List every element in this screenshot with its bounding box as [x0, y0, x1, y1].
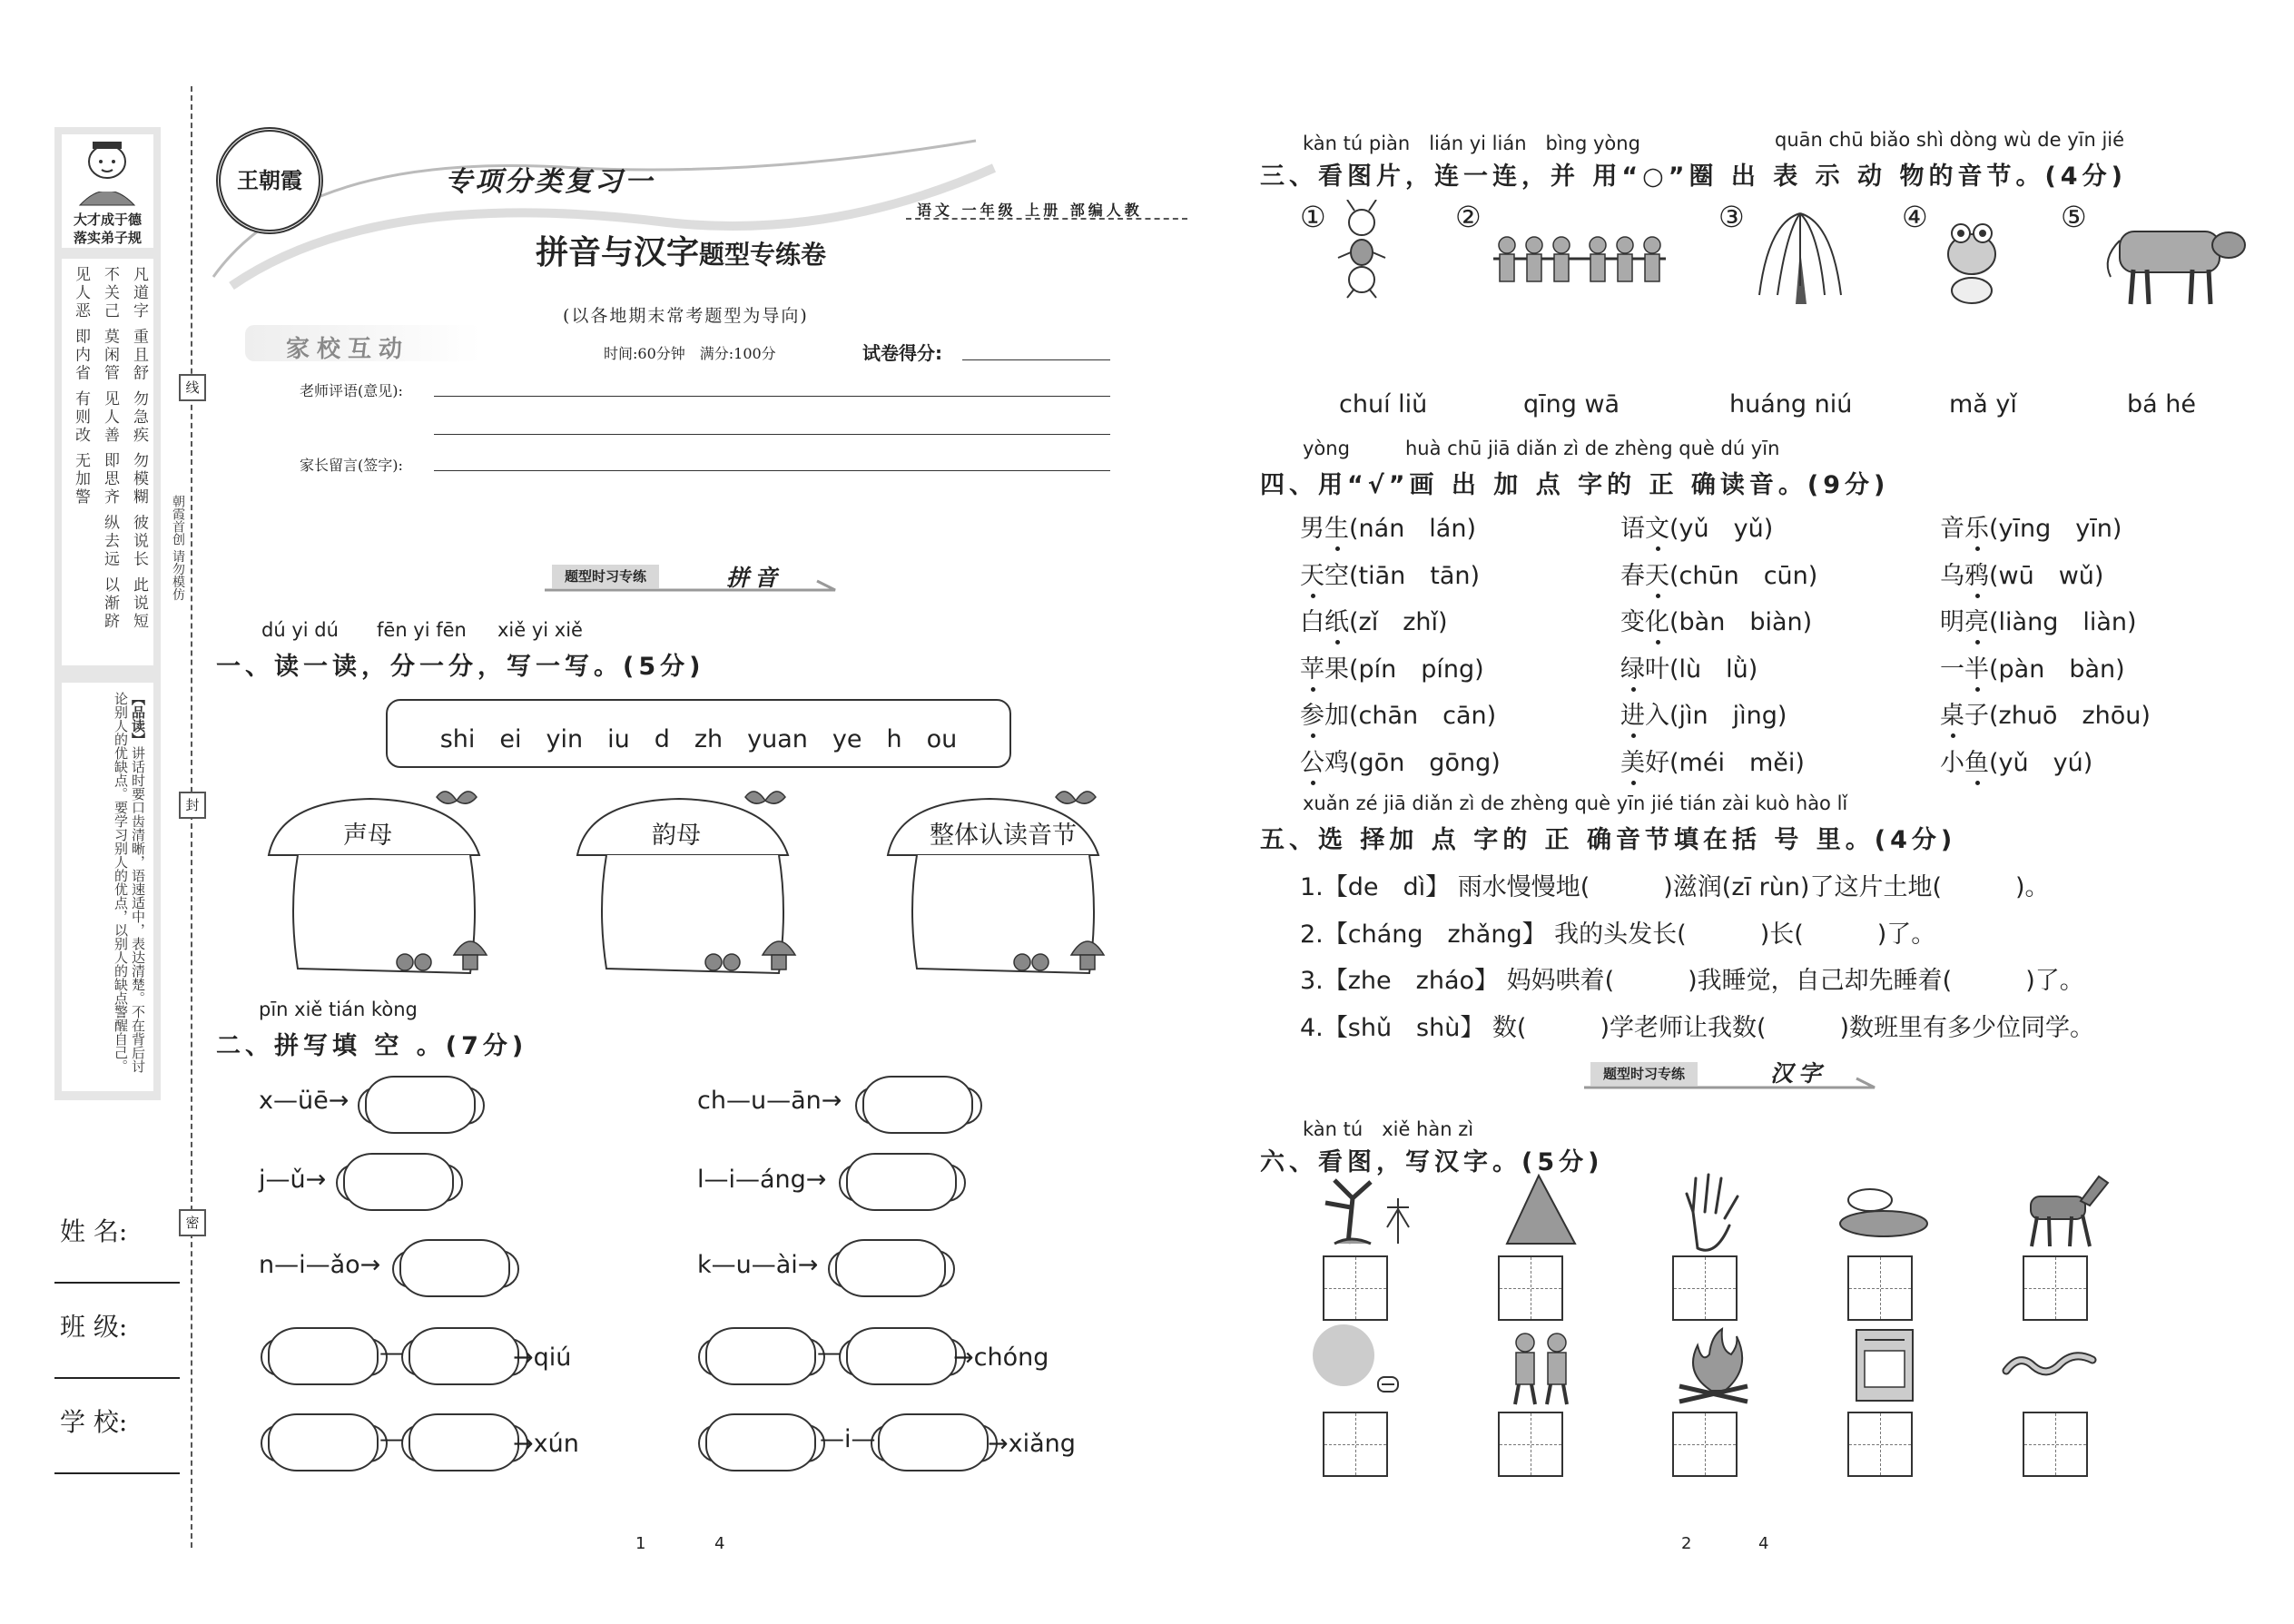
- cut-mark-secret: 密: [179, 1209, 206, 1236]
- q4-dotted-char: 生: [1324, 508, 1349, 544]
- q4-dotted-char: 公: [1300, 743, 1324, 778]
- q4-item[interactable]: [1300, 508, 1476, 544]
- school-line[interactable]: [54, 1472, 180, 1474]
- q2-left-3: n—i—ǎo→: [259, 1251, 381, 1279]
- q3-title: 三、看图片，连一连，并 用“○”圈 出 表 示 动 物的音节。(4分): [1260, 162, 2127, 191]
- mascot-box: [62, 134, 153, 248]
- left-page-number: 1: [635, 1534, 646, 1553]
- people-icon: [1502, 1330, 1580, 1407]
- q6-writing-box[interactable]: [1847, 1255, 1913, 1321]
- school-label: 学 校:: [60, 1407, 128, 1437]
- frog-icon: [1935, 213, 2008, 309]
- q3-word-4[interactable]: mǎ yǐ: [1949, 390, 2017, 418]
- q4-item-pre: 乌: [1940, 561, 1964, 590]
- house-finals: 韵母: [652, 822, 701, 850]
- q4-item-options: 好(méi měi): [1645, 748, 1805, 777]
- q4-item[interactable]: [1300, 556, 1480, 591]
- q4-item[interactable]: [1940, 695, 2151, 731]
- q4-item[interactable]: [1620, 695, 1787, 731]
- q2-answer-cloud[interactable]: [705, 1413, 816, 1471]
- sidebar-panel: [54, 127, 161, 1100]
- q3-marker-1: ①: [1300, 200, 1326, 234]
- q1-pinyin-1: dú yi dú: [261, 619, 339, 641]
- class-line[interactable]: [54, 1377, 180, 1379]
- cut-mark-seal: 封: [179, 792, 206, 819]
- fire-icon: [1675, 1327, 1752, 1407]
- q2-row5-right-end: →xiǎng: [988, 1430, 1076, 1458]
- ant-icon: [1334, 200, 1389, 300]
- q2-dash: —: [379, 1339, 404, 1367]
- q4-dotted-char: 桌: [1940, 695, 1964, 731]
- class-label: 班 级:: [60, 1312, 128, 1342]
- q4-item-options: 入(jìn jìng): [1645, 702, 1787, 730]
- copyright-note: 朝霞首创 请勿模仿: [171, 495, 185, 601]
- motto-col-3: 见人恶 即内省 有则改 无加警: [72, 266, 90, 507]
- q4-dotted-char: 天: [1645, 556, 1669, 591]
- q4-dotted-char: 乐: [1964, 508, 1989, 544]
- q6-writing-box[interactable]: [1847, 1412, 1913, 1477]
- q4-item-options: (zǐ zhǐ): [1349, 608, 1448, 636]
- q4-item-options: (wū wǔ): [1989, 561, 2104, 590]
- q2-answer-cloud[interactable]: [846, 1327, 957, 1385]
- q4-pinyin-a: yòng: [1303, 438, 1350, 459]
- worm-icon: [2002, 1343, 2102, 1389]
- q2-row4-right-end: →chóng: [953, 1343, 1049, 1372]
- q4-item[interactable]: [1940, 649, 2125, 684]
- hand-icon: [1679, 1171, 1748, 1253]
- q2-row5-left-end: →xún: [513, 1430, 579, 1458]
- score-label: 试卷得分:: [862, 342, 942, 364]
- q3-marker-2: ②: [1455, 200, 1482, 234]
- q6-writing-box[interactable]: [1672, 1255, 1738, 1321]
- q3-word-5[interactable]: bá hé: [2127, 390, 2196, 418]
- q4-item-options: (bàn biàn): [1669, 608, 1813, 636]
- q1-pinyin-2: fēn yi fēn: [377, 619, 467, 641]
- q1-letters: shi ei yin iu d zh yuan ye h ou: [439, 725, 958, 753]
- q6-writing-box[interactable]: [1498, 1255, 1563, 1321]
- pinyin-banner-tag: 题型时习专练: [552, 565, 659, 588]
- q2-answer-cloud[interactable]: [268, 1327, 379, 1385]
- q4-dotted-char: 化: [1645, 602, 1669, 637]
- q4-item-options: 子(zhuō zhōu): [1964, 702, 2151, 730]
- q4-item[interactable]: [1940, 602, 2137, 637]
- q4-dotted-char: 纸: [1324, 602, 1349, 637]
- tug-of-war-icon: [1489, 218, 1670, 304]
- teacher-comment-label: 老师评语(意见):: [300, 382, 403, 399]
- q2-answer-cloud[interactable]: [835, 1239, 946, 1297]
- cut-mark-line: 线: [179, 374, 206, 401]
- q1-houses: [261, 782, 1151, 991]
- q4-dotted-char: 进: [1620, 695, 1645, 731]
- q2-title: 二、拼写填 空 。(7分): [216, 1032, 528, 1060]
- q6-writing-box[interactable]: [1672, 1412, 1738, 1477]
- q4-title: 四、用“√”画 出 加 点 字的 正 确读音。(9分): [1260, 471, 1890, 499]
- horse-icon: [2017, 1169, 2112, 1251]
- q3-marker-4: ④: [1902, 200, 1928, 234]
- parent-note-line[interactable]: [434, 470, 1110, 471]
- q2-answer-cloud[interactable]: [365, 1076, 476, 1134]
- q4-item-pre: 春: [1620, 561, 1645, 590]
- teacher-comment-line-2[interactable]: [434, 434, 1110, 435]
- q4-item-options: (yǔ yǔ): [1669, 515, 1774, 543]
- q4-item-pre: 明: [1940, 608, 1964, 636]
- q2-pinyin: pīn xiě tián kòng: [259, 999, 418, 1020]
- tip-title: 【品读】: [130, 692, 146, 746]
- q4-item[interactable]: [1620, 649, 1757, 684]
- q4-dotted-char: 天: [1300, 556, 1324, 591]
- q4-item-pre: 音: [1940, 515, 1964, 543]
- q4-item-options: (yǔ yú): [1989, 748, 2093, 777]
- q2-dash: —: [379, 1425, 404, 1453]
- subject-info: 语文 一年级 上册 部编人教: [917, 202, 1143, 219]
- q4-item-pre: 一: [1940, 655, 1964, 684]
- q3-pinyin-b: quān chū biǎo shì dòng wù de yīn jié: [1775, 129, 2125, 151]
- q4-item-options: 叶(lù lǜ): [1645, 655, 1758, 684]
- q4-pinyin-b: huà chū jiā diǎn zì de zhèng què dú yīn: [1405, 438, 1780, 459]
- q4-item-options: (nán lán): [1349, 515, 1476, 543]
- score-line[interactable]: [962, 359, 1110, 360]
- q6-writing-box[interactable]: [1498, 1412, 1563, 1477]
- motto-box: [62, 259, 153, 665]
- q6-title: 六、看图，写汉字。(5分): [1260, 1148, 1604, 1176]
- q3-word-1[interactable]: chuí liǔ: [1339, 390, 1428, 418]
- q6-pinyin: kàn tú xiě hàn zì: [1303, 1118, 1474, 1140]
- wood-tree-icon: [1307, 1171, 1416, 1248]
- hanzi-banner-arrow: [1584, 1075, 1893, 1095]
- q4-dotted-char: 半: [1964, 649, 1989, 684]
- q4-dotted-char: 苹: [1300, 649, 1324, 684]
- q4-item[interactable]: [1940, 743, 2092, 778]
- home-school-title: 家校互动: [286, 336, 410, 363]
- q5-title: 五、选 择加 点 字的 正 确音节填在括 号 里。(4分): [1260, 826, 1957, 854]
- slogan-line2: 落实弟子规: [73, 230, 142, 246]
- q2-answer-cloud[interactable]: [862, 1076, 973, 1134]
- q4-item[interactable]: [1620, 743, 1805, 778]
- mountain-icon: [1502, 1171, 1580, 1248]
- book-icon: [1852, 1325, 1920, 1407]
- q4-item-pre: 白: [1300, 608, 1324, 636]
- q4-item-options: 果(pín píng): [1324, 655, 1484, 684]
- q4-item[interactable]: [1620, 508, 1773, 544]
- willow-icon: [1750, 195, 1850, 309]
- q4-item[interactable]: [1940, 508, 2122, 544]
- q4-item[interactable]: [1300, 743, 1501, 778]
- house-whole-syllables: 整体认读音节: [930, 822, 1077, 850]
- q2-answer-cloud[interactable]: [268, 1413, 379, 1471]
- q5-line-2: 2.【cháng zhǎng】 我的头发长( )长( )了。: [1300, 920, 1936, 949]
- time-info: 时间:60分钟 满分:100分: [604, 345, 776, 362]
- motto-col-1: 凡道字 重且舒 勿急疾 勿模糊 彼说长 此说短: [130, 266, 148, 632]
- q1-pinyin-3: xiě yi xiě: [497, 619, 583, 641]
- q4-item-pre: 变: [1620, 608, 1645, 636]
- teacher-comment-line[interactable]: [434, 396, 1110, 397]
- tip-box: [62, 683, 153, 1091]
- q2-row4-left-end: →qiú: [513, 1343, 572, 1372]
- q4-item[interactable]: [1940, 556, 2103, 591]
- q4-item-options: 空(tiān tān): [1324, 561, 1481, 590]
- q4-item-options: (chūn cūn): [1669, 561, 1818, 590]
- house-initials: 声母: [343, 822, 392, 850]
- q6-writing-box[interactable]: [1323, 1255, 1388, 1321]
- scholar-icon: [62, 134, 153, 207]
- q2-dash: —: [817, 1339, 842, 1367]
- q2-answer-cloud[interactable]: [399, 1239, 510, 1297]
- q6-writing-box[interactable]: [2023, 1255, 2088, 1321]
- pinyin-banner-arrow: [545, 577, 853, 597]
- q2-left-2: j—ǔ→: [259, 1166, 327, 1194]
- parent-note-label: 家长留言(签字):: [300, 457, 403, 474]
- paper-title-main: 拼音与汉字: [536, 233, 700, 271]
- brand-name: 王朝霞: [237, 167, 302, 193]
- cow-icon: [2092, 213, 2256, 309]
- q5-line-4: 4.【shǔ shù】 数( )学老师让我数( )数班里有多少位同学。: [1300, 1014, 2095, 1042]
- sun-icon: [1307, 1321, 1407, 1407]
- q4-item-options: 加(chān cān): [1324, 702, 1497, 730]
- q4-item-options: (pàn bàn): [1989, 655, 2125, 684]
- q4-item[interactable]: [1620, 602, 1812, 637]
- q4-dotted-char: 美: [1620, 743, 1645, 778]
- motto-col-2: 不关己 莫闲管 见人善 即思齐 纵去远 以渐跻: [101, 266, 119, 632]
- q4-dotted-char: 参: [1300, 695, 1324, 731]
- series-title: 专项分类复习一: [445, 166, 655, 198]
- q4-item-pre: 男: [1300, 515, 1324, 543]
- name-label: 姓 名:: [60, 1216, 128, 1246]
- paper-title: [536, 227, 826, 273]
- q3-pinyin-a: kàn tú piàn lián yi lián bìng yòng: [1303, 133, 1640, 154]
- q3-word-3[interactable]: huáng niú: [1729, 390, 1853, 418]
- cloud-icon: [1834, 1180, 1938, 1244]
- q2-answer-cloud[interactable]: [878, 1413, 989, 1471]
- q1-title: 一、读一读，分一分，写一写。(5分): [216, 653, 705, 681]
- q4-item[interactable]: [1300, 649, 1484, 684]
- q4-item-pre: 小: [1940, 748, 1964, 777]
- q4-dotted-char: 绿: [1620, 649, 1645, 684]
- left-page-total: 4: [714, 1534, 725, 1553]
- q2-right-1: ch—u—ān→: [697, 1087, 842, 1115]
- pinyin-banner-label: 拼音: [726, 565, 783, 591]
- right-page-number: 2: [1681, 1534, 1692, 1553]
- q6-writing-box[interactable]: [2023, 1412, 2088, 1477]
- guide-note: (以各地期末常考题型为导向): [563, 306, 809, 326]
- q5-pinyin: xuǎn zé jiā diǎn zì de zhèng què yīn jié tián zài kuò hào lǐ: [1303, 792, 1848, 814]
- q2-row5-right-mid: —i—: [820, 1425, 876, 1453]
- q2-right-3: k—u—ài→: [697, 1251, 819, 1279]
- q4-item[interactable]: [1300, 695, 1496, 731]
- q4-dotted-char: 鱼: [1964, 743, 1989, 778]
- q4-item-pre: 语: [1620, 515, 1645, 543]
- q3-word-2[interactable]: qīng wā: [1523, 390, 1620, 418]
- hanzi-banner-tag: 题型时习专练: [1590, 1062, 1698, 1086]
- q4-dotted-char: 鸦: [1964, 556, 1989, 591]
- q4-dotted-char: 文: [1645, 508, 1669, 544]
- q5-line-3: 3.【zhe zháo】 妈妈哄着( )我睡觉，自己却先睡着( )了。: [1300, 967, 2084, 995]
- q4-dotted-char: 亮: [1964, 602, 1989, 637]
- q5-line-1: 1.【de dì】 雨水慢慢地( )滋润(zī rùn)了这片土地( )。: [1300, 873, 2050, 901]
- hanzi-banner-label: 汉字: [1770, 1060, 1827, 1087]
- q6-writing-box[interactable]: [1323, 1412, 1388, 1477]
- q4-item-options: 鸡(gōn gōng): [1324, 748, 1501, 777]
- brand-logo: [216, 127, 323, 234]
- q2-answer-cloud[interactable]: [409, 1413, 519, 1471]
- q2-left-1: x—üē→: [259, 1087, 350, 1115]
- tip-text: 讲话时要口齿清晰，语速适中，表达清楚。不在背后讨论别人的优缺点。要学习别人的优点，以别人的缺点警醒自己。: [113, 692, 146, 1073]
- q4-item-options: (yīng yīn): [1989, 515, 2122, 543]
- paper-title-sub: 题型专练卷: [699, 240, 827, 270]
- name-line[interactable]: [54, 1282, 180, 1284]
- right-page-total: 4: [1758, 1534, 1769, 1553]
- q1-letter-box: [386, 699, 1011, 768]
- slogan-line1: 大才成于德: [73, 212, 142, 228]
- q2-answer-cloud[interactable]: [705, 1327, 816, 1385]
- q2-answer-cloud[interactable]: [343, 1153, 454, 1211]
- q2-answer-cloud[interactable]: [409, 1327, 519, 1385]
- q2-answer-cloud[interactable]: [846, 1153, 957, 1211]
- q3-marker-3: ③: [1718, 200, 1745, 234]
- q3-marker-5: ⑤: [2061, 200, 2087, 234]
- q4-item[interactable]: [1300, 602, 1448, 637]
- q4-item-options: (liàng liàn): [1989, 608, 2137, 636]
- q2-right-2: l—i—áng→: [697, 1166, 827, 1194]
- q4-item[interactable]: [1620, 556, 1817, 591]
